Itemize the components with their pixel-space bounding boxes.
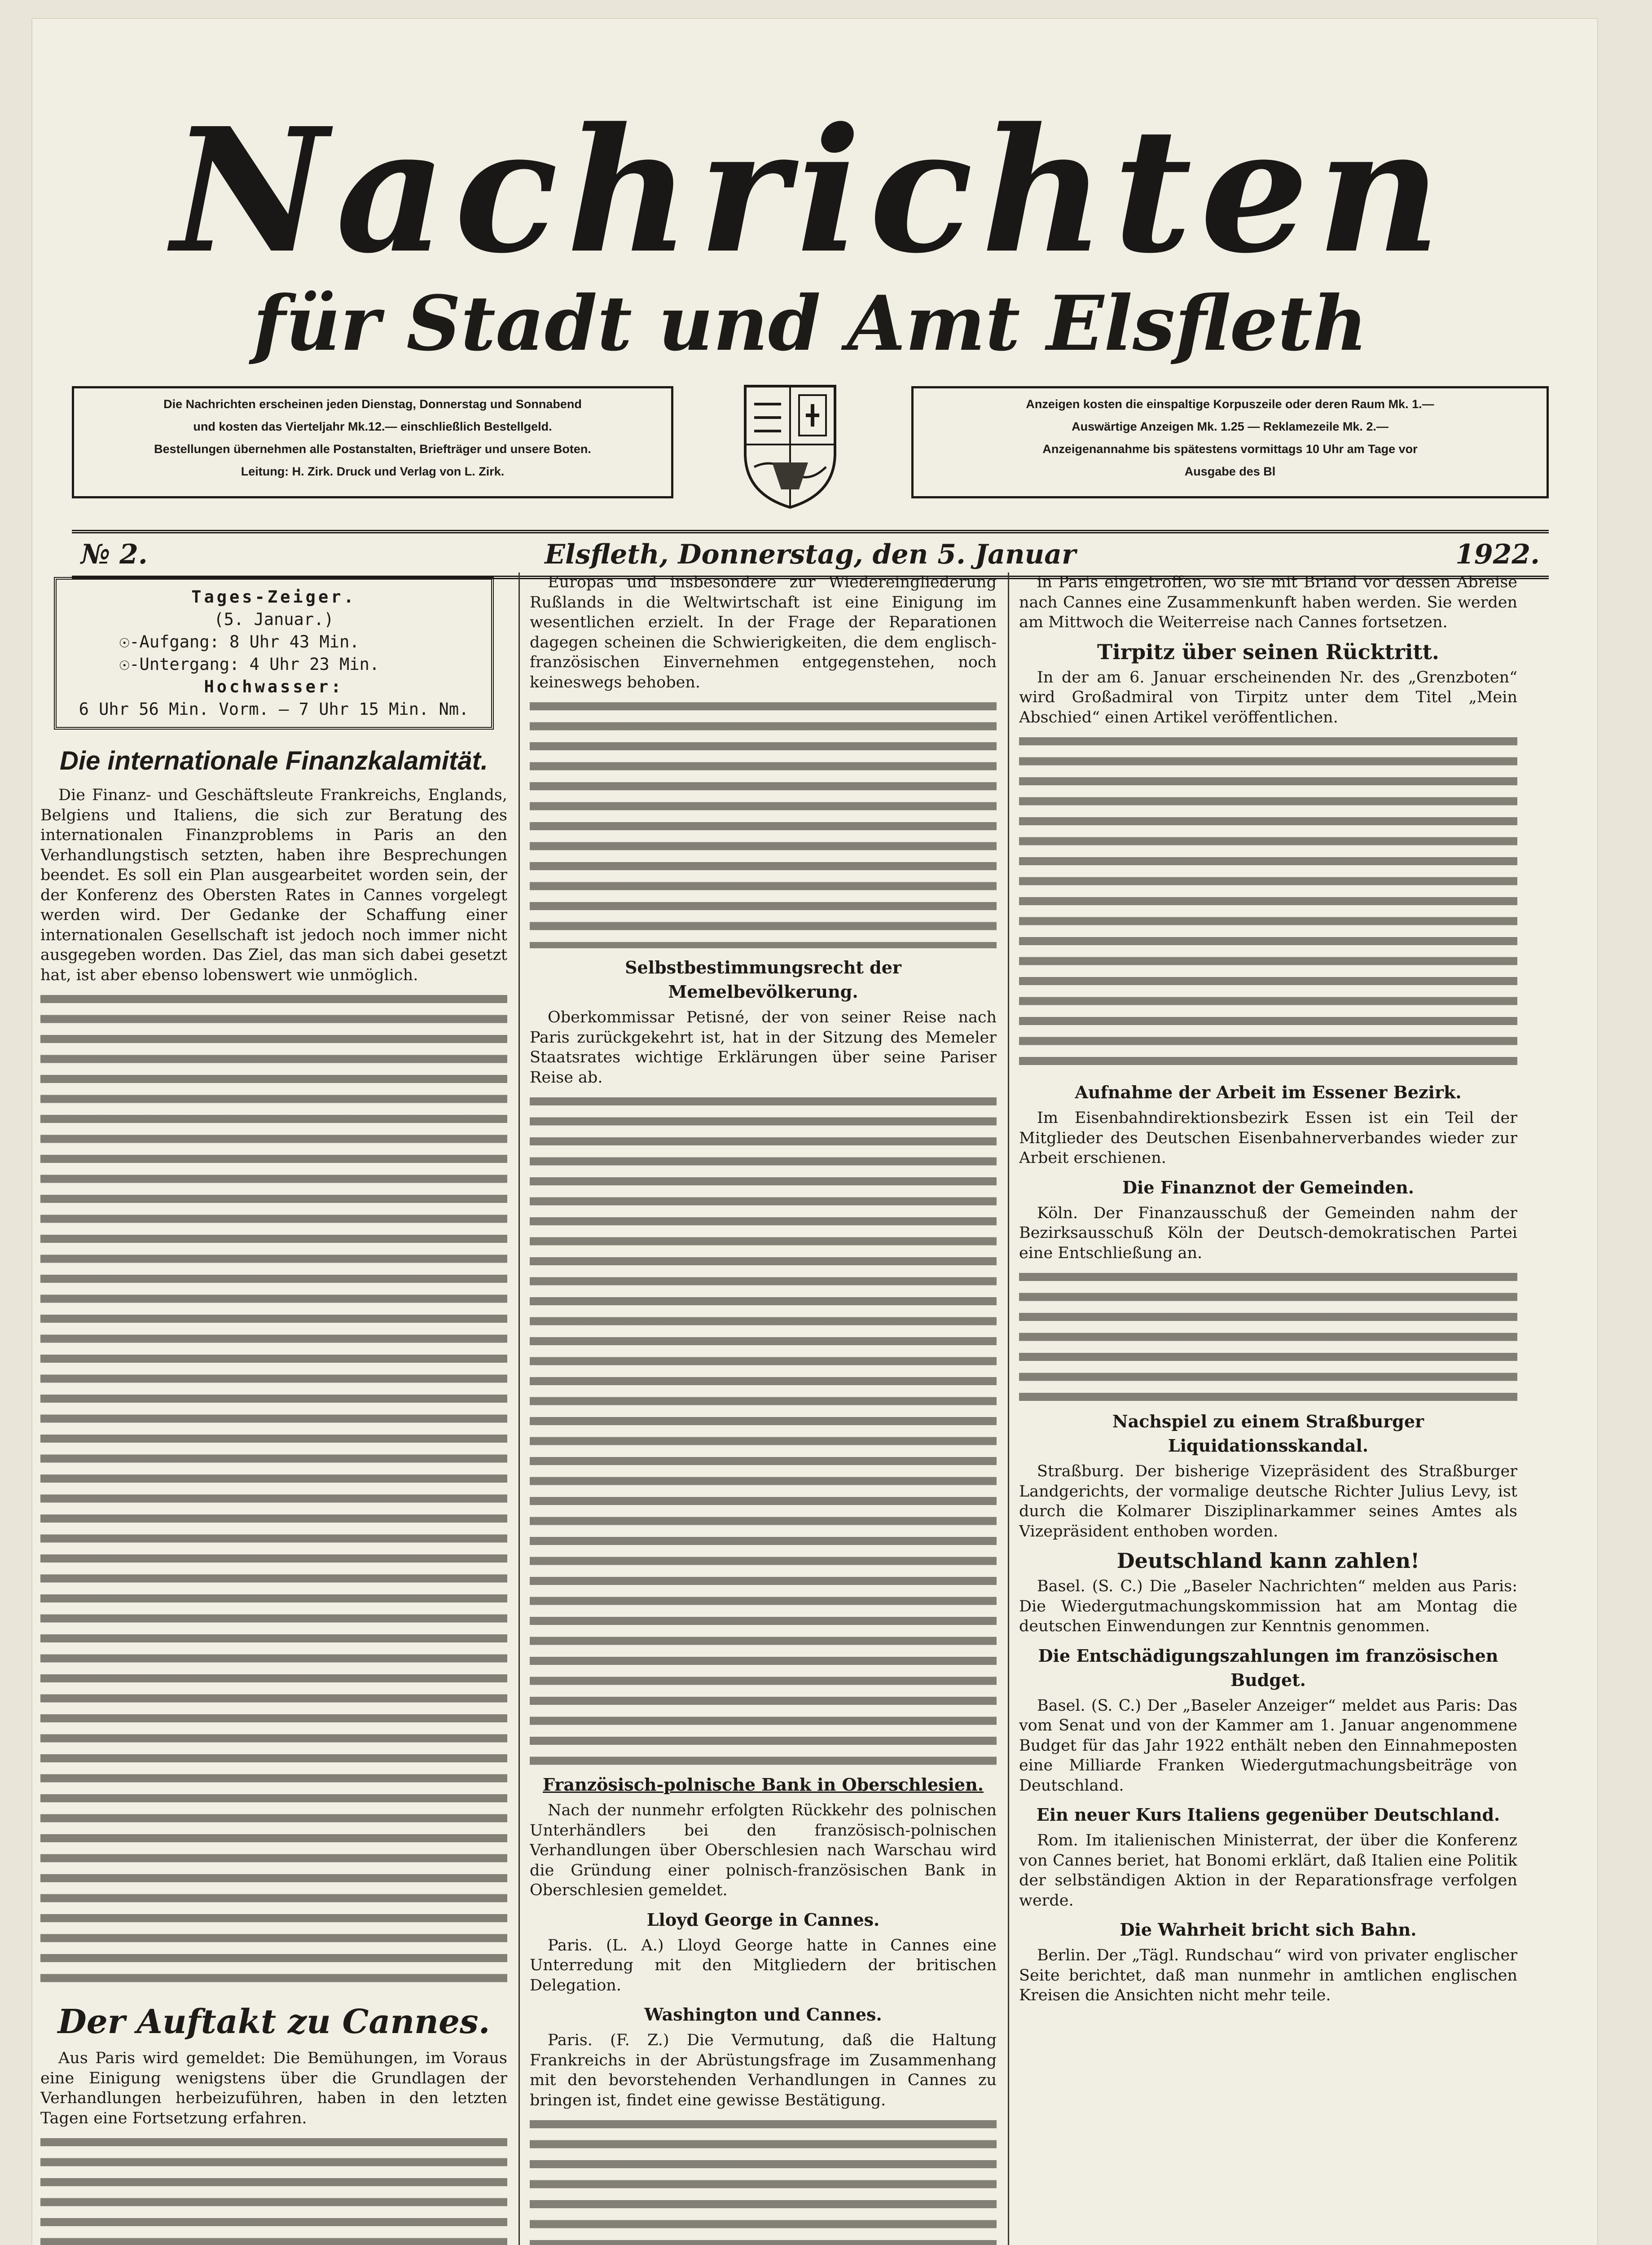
subscription-info-box (72, 386, 673, 498)
column-rule (518, 572, 520, 2245)
article-text-continued (1019, 1268, 1517, 1402)
article-text-continued (530, 1092, 997, 1765)
place-date: Elsfleth, Donnerstag, den 5. Januar (545, 539, 1076, 570)
article-text: Rom. Im italienischen Ministerrat, der über die Konferenz von Cannes beriet, hat Bonomi erklärt, daß Italien eine Politik der selbständigen Aktion in der Reparationsfrage verfolgen werde. (1019, 1831, 1517, 1910)
article-text: Berlin. Der „Tägl. Rundschau“ wird von privater englischer Seite berichtet, daß man nunmehr in amtlichen englischen Kreisen die Ansichten nicht mehr teile. (1019, 1946, 1517, 2004)
article-text: Europas und insbesondere zur Wiedereingliederung Rußlands in die Weltwirtschaft ist eine Einigung im wesentlichen erzielt. In der Frage der Reparationen dagegen scheinen die Schwierigkeiten, die dem englisch-französischen Einvernehmen entgegenstehen, noch keineswegs behoben. (530, 573, 997, 691)
issue-year: 1922. (1455, 539, 1540, 570)
article-text: Im Eisenbahndirektionsbezirk Essen ist ein Teil der Mitglieder des Deutschen Eisenbahnerverbandes wieder zur Arbeit erschienen. (1019, 1109, 1517, 1167)
article-text: Köln. Der Finanzausschuß der Gemeinden nahm der Bezirksausschuß Köln der Deutsch-demokratischen Partei eine Entschließung an. (1019, 1204, 1517, 1262)
article-headline: Selbstbestimmungsrecht der Memelbevölkerung. (625, 957, 901, 1002)
masthead-title: Nachrichten (171, 90, 1449, 291)
article-text: Basel. (S. C.) Der „Baseler Anzeiger“ meldet aus Paris: Das vom Senat und von der Kammer am 1. Januar angenommene Budget für das Jahr 1922 enthält neben den Einnahmeposten eine Milliarde Franken Wiedergutmachungsbeiträge von Deutschland. (1019, 1696, 1517, 1795)
info-line: Ausgabe des Bl (1184, 465, 1276, 478)
article-text: Die Finanz- und Geschäftsleute Frankreichs, Englands, Belgiens und Italiens, die sich zur Beratung des internationalen Finanzproblems in Paris an den Verhandlungstisch setzten, haben ihre Besprechungen beendet. Es soll ein Plan ausgearbeitet worden sein, der der Konferenz des Obersten Rates in Cannes vorgelegt werden wird. Der Gedanke der Schaffung einer internationalen Gesellschaft ist jedoch noch immer nicht ausgegeben worden. Das Ziel, das man sich dabei gesetzt hat, ist aber ebenso lobenswert wie unmöglich. (40, 786, 507, 984)
column-2 (530, 572, 997, 2245)
column-1 (40, 572, 507, 2245)
article-headline: Die internationale Finanzkalamität. (60, 746, 488, 775)
tages-zeiger-date: (5. Januar.) (214, 610, 334, 629)
info-line: Die Nachrichten erscheinen jeden Dienstag, Donnerstag und Sonnabend (163, 397, 582, 411)
sunset: ☉-Untergang: 4 Uhr 23 Min. (119, 655, 380, 674)
info-line: und kosten das Vierteljahr Mk.12.— einschließlich Bestellgeld. (193, 420, 552, 433)
article-text: Oberkommissar Petisné, der von seiner Reise nach Paris zurückgekehrt ist, hat in der Sitzung des Memeler Staatsrates wichtige Erklärungen über seine Pariser Reise ab. (530, 1008, 997, 1087)
sunrise: ☉-Aufgang: 8 Uhr 43 Min. (119, 632, 360, 651)
article-text: Paris. (L. A.) Lloyd George hatte in Cannes eine Unterredung mit den Mitgliedern der britischen Delegation. (530, 1936, 997, 1994)
article-headline: Tirpitz über seinen Rücktritt. (1097, 639, 1439, 664)
article-headline: Lloyd George in Cannes. (646, 1909, 880, 1930)
article-headline: Deutschland kann zahlen! (1116, 1549, 1420, 1573)
info-line: Anzeigen kosten die einspaltige Korpuszeile oder deren Raum Mk. 1.— (1026, 397, 1434, 411)
article-text: Basel. (S. C.) Die „Baseler Nachrichten“ melden aus Paris: Die Wiedergutmachungskommission hat am Montag die deutschen Einwendungen zur Kenntnis genommen. (1019, 1577, 1517, 1635)
article-headline: Die Entschädigungszahlungen im französischen Budget. (1038, 1645, 1498, 1690)
article-text: Nach der nunmehr erfolgten Rückkehr des polnischen Unterhändlers bei den französisch-polnischen Verhandlungen über Oberschlesien nach Warschau wird die Gründung einer polnisch-französischen Bank in Oberschlesien gemeldet. (530, 1801, 997, 1899)
article-text-continued (530, 2115, 997, 2245)
column-3 (1019, 572, 1517, 2245)
article-headline: Der Auftakt zu Cannes. (57, 2003, 490, 2041)
article-text: in Paris eingetroffen, wo sie mit Briand vor dessen Abreise nach Cannes eine Zusammenkunft haben werden. Sie werden am Mittwoch die Weiterreise nach Cannes fortsetzen. (1019, 573, 1517, 631)
article-headline: Die Wahrheit bricht sich Bahn. (1120, 1919, 1417, 1940)
info-line: Anzeigenannahme bis spätestens vormittags 10 Uhr am Tage vor (1042, 442, 1418, 456)
tide-times: 6 Uhr 56 Min. Vorm. — 7 Uhr 15 Min. Nm. (79, 700, 469, 719)
tide-title: Hochwasser: (204, 677, 344, 696)
coat-of-arms-icon (732, 377, 848, 512)
article-headline: Ein neuer Kurs Italiens gegenüber Deutschland. (1036, 1805, 1500, 1825)
issue-number: № 2. (81, 539, 148, 570)
article-headline: Nachspiel zu einem Straßburger Liquidationsskandal. (1112, 1411, 1424, 1456)
article-text-continued (530, 697, 997, 948)
masthead-subtitle: für Stadt und Amt Elsfleth (253, 279, 1368, 368)
article-headline: Die Finanznot der Gemeinden. (1122, 1177, 1415, 1197)
article-headline: Französisch-polnische Bank in Oberschlesien. (543, 1774, 984, 1795)
article-headline: Washington und Cannes. (644, 2004, 882, 2025)
article-text: Straßburg. Der bisherige Vizepräsident des Straßburger Landgerichts, der vormalige deutsche Richter Julius Levy, ist durch die Kolmarer Disziplinarkammer seines Amtes als Vizepräsident enthoben worden. (1019, 1462, 1517, 1541)
tages-zeiger-box (54, 577, 494, 730)
info-line: Bestellungen übernehmen alle Postanstalten, Briefträger und unsere Boten. (154, 442, 591, 456)
info-line: Leitung: H. Zirk. Druck und Verlag von L. Zirk. (241, 465, 505, 478)
dateline (72, 530, 1549, 579)
article-text-continued (40, 2133, 507, 2245)
column-rule (1008, 572, 1009, 2245)
article-text: In der am 6. Januar erscheinenden Nr. des „Grenzboten“ wird Großadmiral von Tirpitz unter dem Titel „Mein Abschied“ einen Artikel veröffentlichen. (1019, 668, 1517, 726)
article-headline: Aufnahme der Arbeit im Essener Bezirk. (1075, 1082, 1462, 1102)
article-text: Paris. (F. Z.) Die Vermutung, daß die Haltung Frankreichs in der Abrüstungsfrage im Zusammenhang mit den bevorstehenden Verhandlungen in Cannes zu bringen ist, findet eine gewisse Bestätigung. (530, 2031, 997, 2109)
article-text-continued (1019, 732, 1517, 1073)
advertising-info-box (911, 386, 1549, 498)
tages-zeiger-title: Tages-Zeiger. (191, 587, 356, 607)
info-line: Auswärtige Anzeigen Mk. 1.25 — Reklamezeile Mk. 2.— (1072, 420, 1388, 433)
article-text: Aus Paris wird gemeldet: Die Bemühungen, im Voraus eine Einigung wenigstens über die Grundlagen der Verhandlungen herbeizuführen, haben in den letzten Tagen eine Fortsetzung erfahren. (40, 2049, 507, 2127)
article-text-continued (40, 990, 507, 1991)
